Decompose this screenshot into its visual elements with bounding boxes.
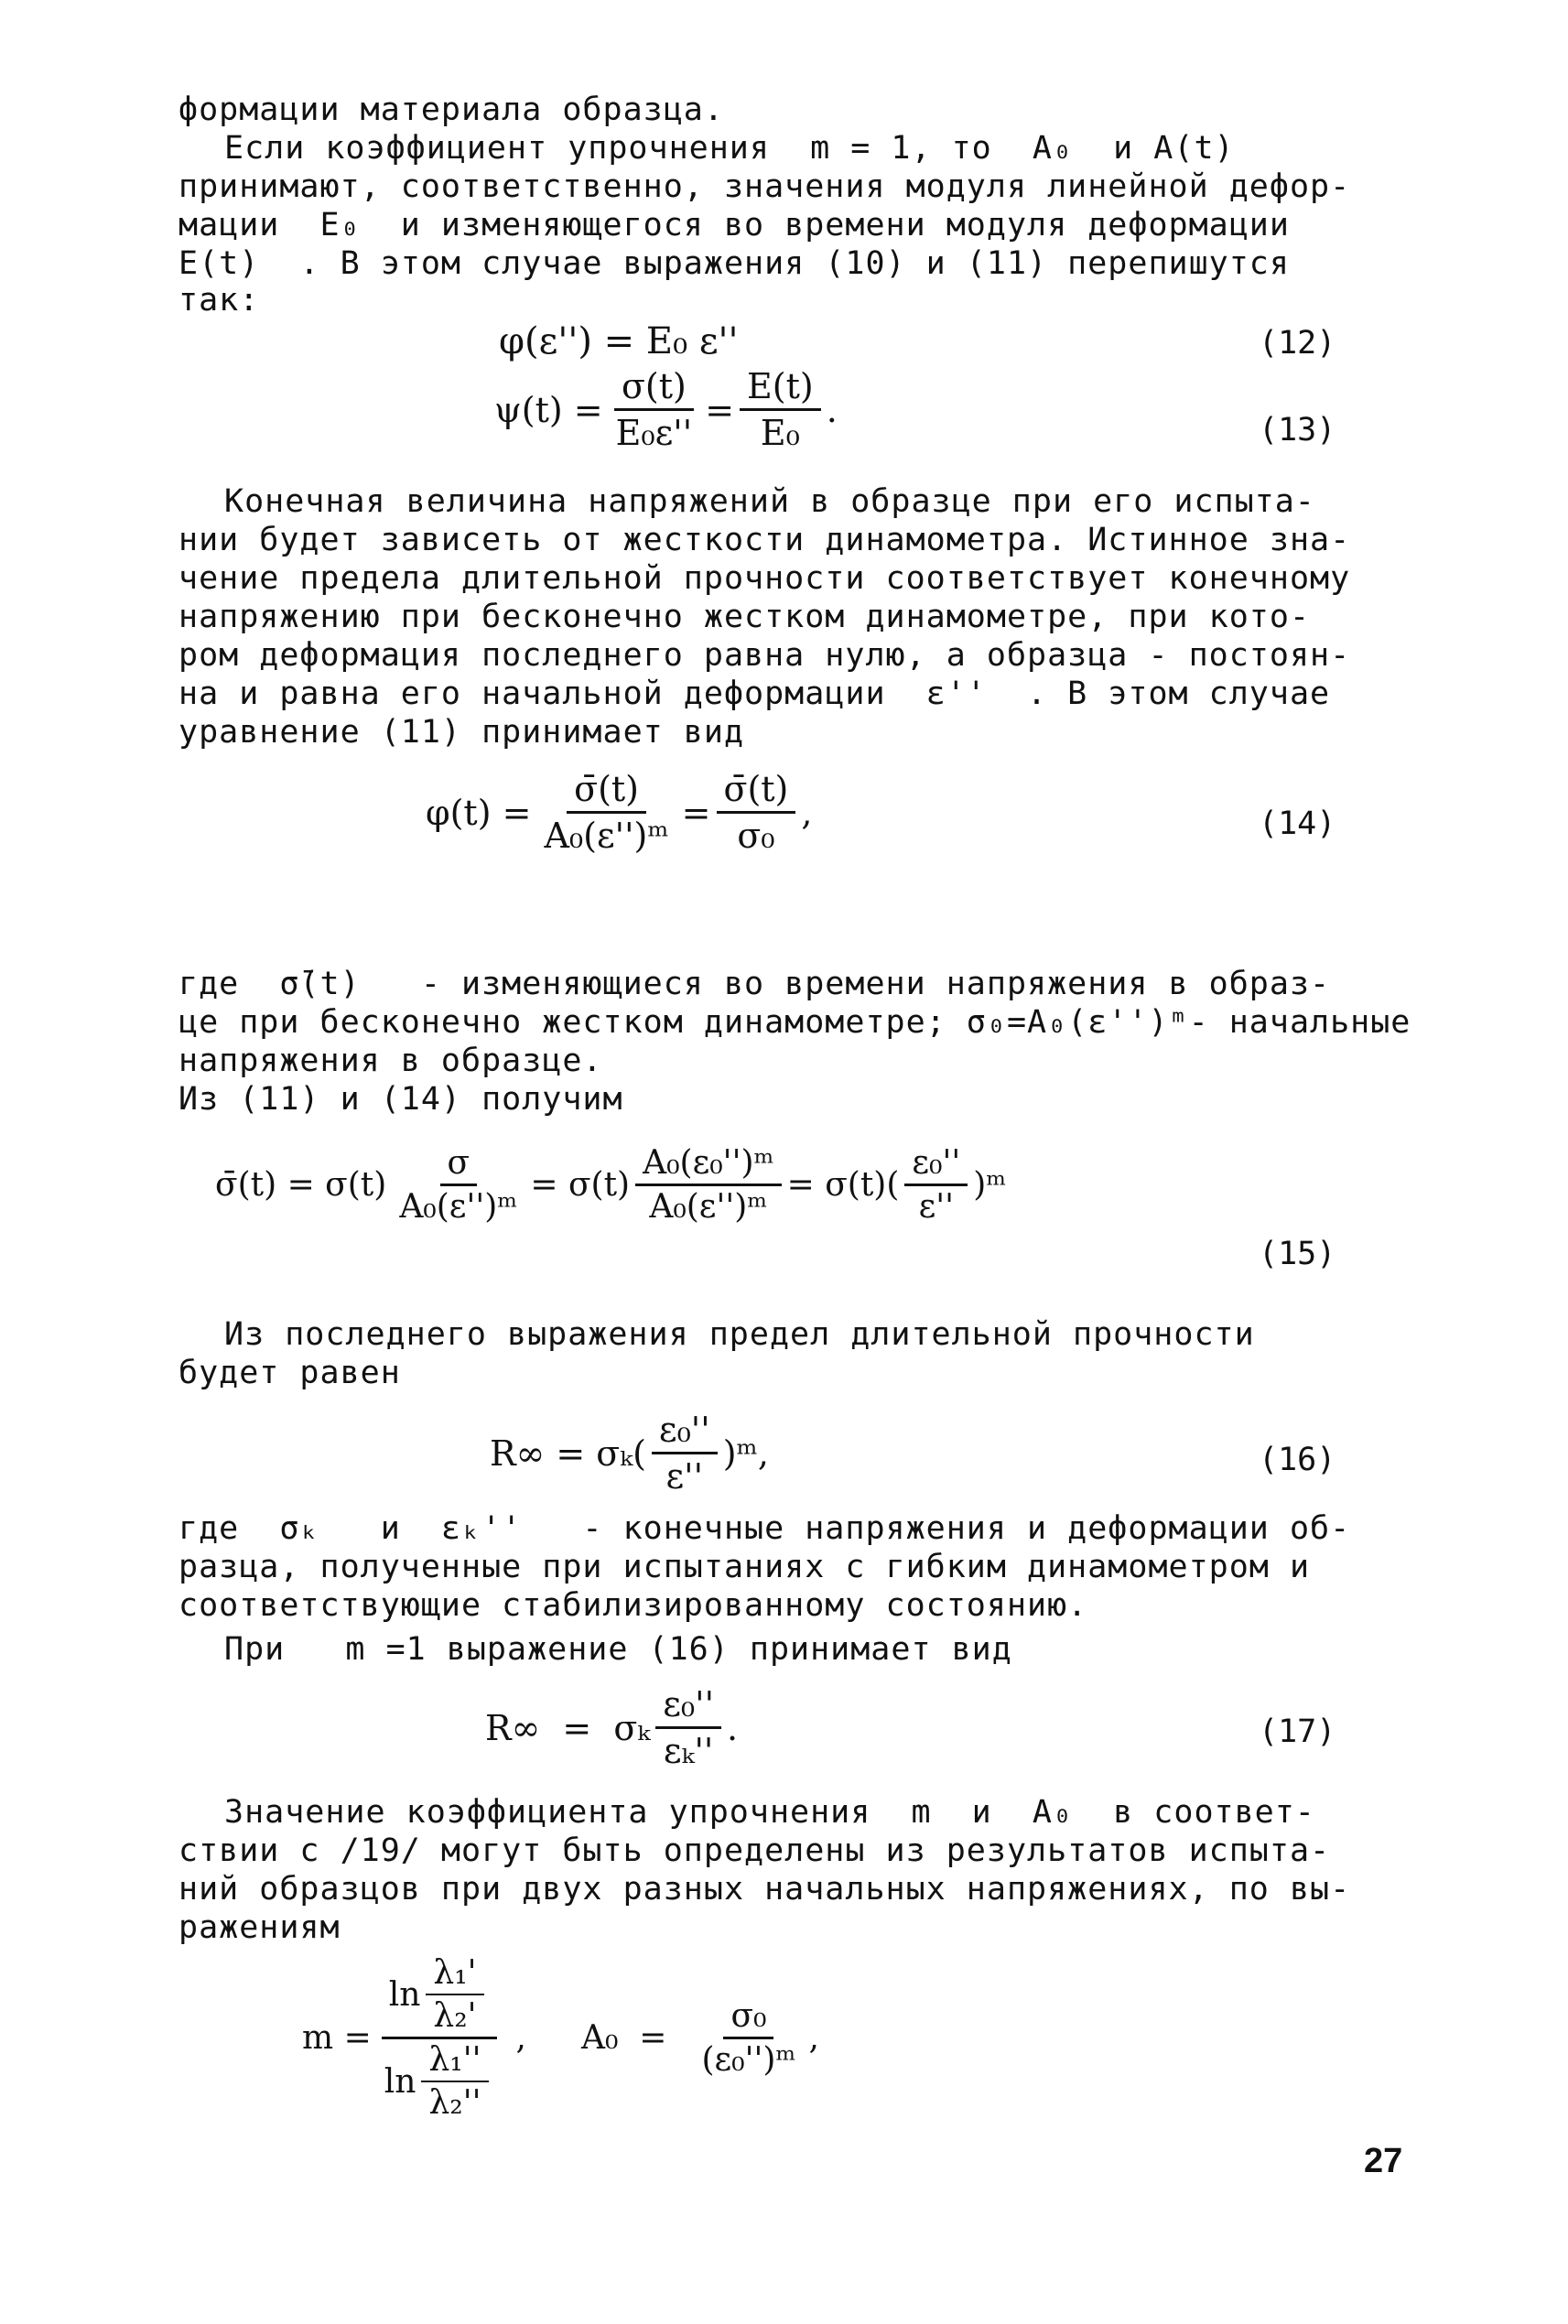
denominator: A₀(ε'')ᵐ xyxy=(649,1188,768,1226)
text-line: так: xyxy=(178,282,260,319)
fraction xyxy=(392,1144,524,1226)
numerator: σ xyxy=(440,1144,478,1186)
text-line: где σ̄(t) - изменяющиеся во времени напряжения в образ- xyxy=(178,966,1331,1002)
equation-15 xyxy=(215,1144,1006,1226)
ln-label: ln xyxy=(384,2062,416,2101)
text-line: ражениям xyxy=(178,1909,341,1946)
text-line: разца, полученные при испытаниях с гибким динамометром и xyxy=(178,1549,1311,1585)
eq-tail: , xyxy=(801,792,813,833)
text-line: напряжения в образце. xyxy=(178,1043,603,1079)
eq-tail: , xyxy=(808,2019,819,2057)
denominator: λ₂' xyxy=(433,1997,477,2035)
equation-number: (14) xyxy=(1259,805,1336,842)
fraction xyxy=(717,769,796,856)
equation-number: (16) xyxy=(1259,1442,1336,1478)
numerator: σ₀ xyxy=(723,1997,773,2039)
denominator: σ₀ xyxy=(737,816,775,856)
eq-lhs: ψ(t) = xyxy=(494,389,603,430)
numerator: ε₀'' xyxy=(652,1410,718,1454)
text-line: на и равна его начальной деформации ε'' . В этом случае xyxy=(178,676,1331,712)
numerator xyxy=(382,1954,497,2039)
eq-lhs: m = xyxy=(302,2019,372,2057)
equation-13 xyxy=(494,366,838,453)
eq-sign: = xyxy=(705,389,735,430)
eq-lhs: φ(t) = xyxy=(426,792,532,833)
fraction xyxy=(652,1410,718,1497)
eq-mid: = σ(t)( xyxy=(786,1166,900,1204)
denominator: εₖ'' xyxy=(663,1731,714,1771)
denominator: E₀ε'' xyxy=(615,413,693,453)
fraction xyxy=(694,1997,803,2079)
equation-16 xyxy=(490,1410,769,1497)
text-line: Из (11) и (14) получим xyxy=(178,1081,623,1118)
equation-number: (13) xyxy=(1259,412,1336,449)
numerator: λ₁'' xyxy=(421,2041,488,2082)
text-line: напряжению при бесконечно жестком динамометре, при кото- xyxy=(178,599,1311,635)
text-line: ствии с /19/ могут быть определены из результатов испыта- xyxy=(178,1832,1331,1869)
eq-sep: , xyxy=(515,2019,526,2057)
text-line: це при бесконечно жестком динамометре; σ₀=A₀(ε'')ᵐ- начальные xyxy=(178,1004,1411,1041)
fraction xyxy=(421,2041,488,2122)
text-line: мации E₀ и изменяющегося во времени модуля деформации xyxy=(178,207,1290,243)
fraction xyxy=(609,366,700,453)
fraction xyxy=(377,1954,502,2122)
eq-tail: . xyxy=(727,1707,739,1748)
text-line: E(t) . В этом случае выражения (10) и (11) перепишутся xyxy=(178,245,1290,282)
text-line: ром деформация последнего равна нулю, а образца - постоян- xyxy=(178,637,1351,674)
eq-tail: )ᵐ xyxy=(973,1166,1007,1204)
fraction xyxy=(426,1954,483,2035)
denominator xyxy=(377,2039,502,2122)
equation-number: (12) xyxy=(1259,325,1336,362)
eq-sign: = xyxy=(681,792,711,833)
numerator: σ̄(t) xyxy=(567,769,646,814)
denominator: ε'' xyxy=(665,1456,704,1497)
text-line: Если коэффициент упрочнения m = 1, то A₀ и A(t) xyxy=(224,130,1235,167)
text-line: где σₖ и εₖ'' - конечные напряжения и деформации об- xyxy=(178,1510,1351,1547)
equation-12: φ(ε'') = E₀ ε'' xyxy=(499,320,739,362)
text-line: Из последнего выражения предел длительной прочности xyxy=(224,1316,1255,1353)
numerator: E(t) xyxy=(740,366,821,411)
page-number: 27 xyxy=(1364,2142,1403,2180)
fraction xyxy=(740,366,821,453)
equation-14 xyxy=(426,769,812,856)
eq-tail: )ᵐ, xyxy=(722,1432,769,1474)
fraction xyxy=(635,1144,781,1226)
ln-label: ln xyxy=(388,1975,421,2014)
denominator: (ε₀'')ᵐ xyxy=(701,2041,796,2079)
text-line: формации материала образца. xyxy=(178,92,724,128)
numerator: A₀(ε₀'')ᵐ xyxy=(635,1144,781,1186)
numerator: σ̄(t) xyxy=(717,769,796,814)
denominator: A₀(ε'')ᵐ xyxy=(399,1188,518,1226)
eq-lhs: A₀ = xyxy=(580,2019,667,2057)
equation-number: (15) xyxy=(1259,1236,1336,1272)
text-line: ний образцов при двух разных начальных напряжениях, по вы- xyxy=(178,1871,1351,1908)
text-line: чение предела длительной прочности соответствует конечному xyxy=(178,560,1351,597)
eq-lhs: R∞ = σₖ( xyxy=(490,1432,646,1474)
equation-17 xyxy=(485,1684,738,1771)
fraction xyxy=(536,769,676,856)
equation-m-a0 xyxy=(302,1954,819,2122)
denominator: E₀ xyxy=(760,413,800,453)
eq-tail: . xyxy=(826,389,838,430)
text-line: При m =1 выражение (16) принимает вид xyxy=(224,1631,1012,1668)
eq-lhs: σ̄(t) = σ(t) xyxy=(215,1166,387,1204)
denominator: λ₂'' xyxy=(428,2084,481,2122)
text-line: уравнение (11) принимает вид xyxy=(178,714,745,751)
numerator: λ₁' xyxy=(426,1954,483,1995)
text-line: Конечная величина напряжений в образце при его испыта- xyxy=(224,483,1315,520)
text-line: будет равен xyxy=(178,1355,401,1391)
equation-number: (17) xyxy=(1259,1713,1336,1750)
numerator: ε₀'' xyxy=(655,1684,721,1729)
text-line: Значение коэффициента упрочнения m и A₀ в соответ- xyxy=(224,1794,1315,1831)
text-line: принимают, соответственно, значения модуля линейной дефор- xyxy=(178,168,1351,205)
numerator: σ(t) xyxy=(614,366,694,411)
eq-lhs: R∞ = σₖ xyxy=(485,1707,651,1748)
eq-mid: = σ(t) xyxy=(530,1166,631,1204)
fraction xyxy=(904,1144,968,1226)
denominator: A₀(ε'')ᵐ xyxy=(544,816,669,856)
numerator: ε₀'' xyxy=(904,1144,968,1186)
fraction xyxy=(655,1684,721,1771)
text-line: нии будет зависеть от жесткости динамометра. Истинное зна- xyxy=(178,522,1351,558)
text-line: соответствующие стабилизированному состоянию. xyxy=(178,1587,1088,1624)
denominator: ε'' xyxy=(918,1188,955,1226)
